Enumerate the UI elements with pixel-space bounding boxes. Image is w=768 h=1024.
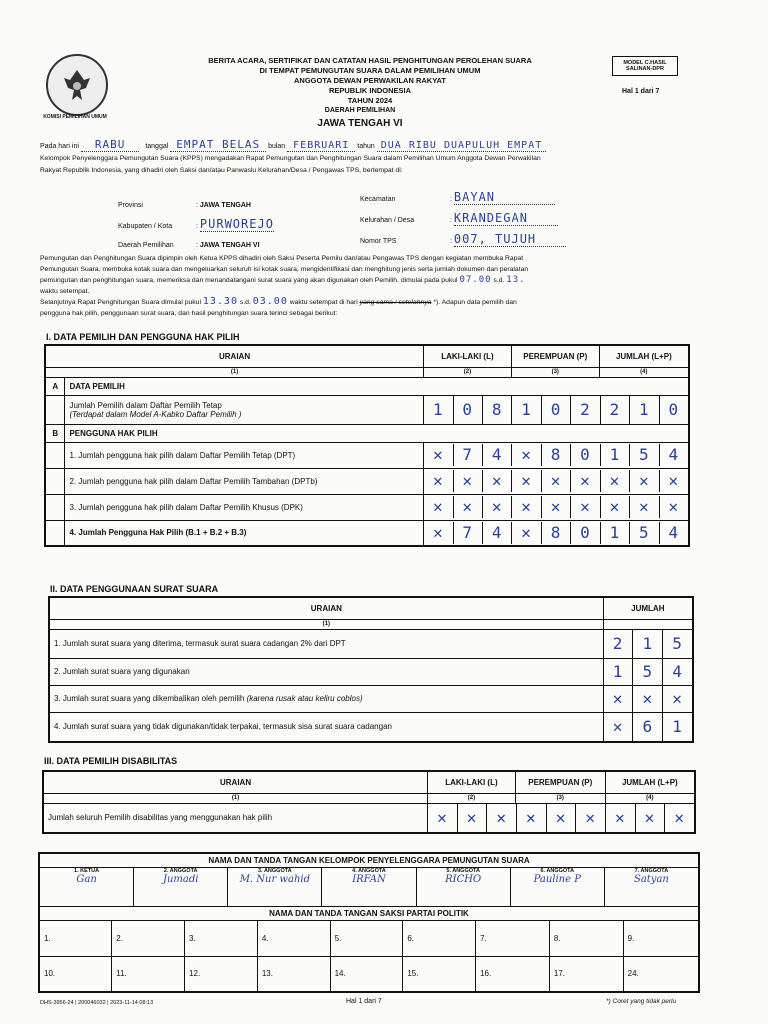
kpps-signature: M. Nur wahid [239,873,310,885]
kabupaten-label: Kabupaten / Kota [118,223,173,230]
s2-r1-values [603,629,693,658]
procedure-line-5b: waktu setempat di hari [289,299,358,306]
procedure-line-5c: yang sama / setelahnya [359,299,432,306]
s3-col-uraian: URAIAN [43,771,428,793]
s1-b1-label: 1. Jumlah pengguna hak pilih dalam Daftar Pemilih Tetap (DPT) [65,442,424,468]
procedure-line-6: pengguna hak pilih, penggunaan surat suara, dan hasil penghitungan suara terinci sebagai berikut: [40,309,338,317]
s3-digit: ✕ [606,804,636,832]
kabupaten-value: PURWOREJO [199,217,274,231]
opening-line-3: Rakyat Republik Indonesia, yang dihadiri oleh Saksi dan/atau Panwaslu Kelurahan/Desa / Pengawas TPS, bertempat di: [40,167,403,174]
document-title: BERITA ACARA, SERTIFIKAT DAN CATATAN HASIL PENGHITUNGAN PEROLEHAN SUARA DI TEMPAT PEMUNGUTAN SUARA DALAM PEMILIHAN UMUM ANGGOTA DEWAN PERWAKILAN RAKYAT REPUBLIK INDONESIA TAHUN 2024 [208,56,532,105]
b1-digit: 5 [630,444,659,466]
s1-col-lp: JUMLAH (L+P) [599,345,689,367]
b4-digit: ✕ [512,522,541,544]
bulan-label: bulan [268,143,286,150]
kpps-cell: 4. ANGGOTA IRFAN [322,868,416,906]
b2-digit: ✕ [424,470,453,492]
saksi-cell: 14. [330,956,403,992]
kpps-cell: 2. ANGGOTA Jumadi [134,868,228,906]
saksi-cell: 1. [39,920,112,956]
saksi-cell: 6. [403,920,476,956]
s3-num-4: (4) [605,793,695,803]
section-3-table [42,770,696,834]
b2-digit: ✕ [571,470,600,492]
b3-digit: ✕ [601,496,630,518]
kpps-signature: IRFAN [352,873,386,885]
a-digit: 1 [630,396,659,424]
s1-b4-values [424,520,689,546]
saksi-cell: 12. [185,956,258,992]
procedure-line-5 [40,297,700,309]
dapil-label: DAERAH PEMILIHAN [324,107,396,114]
section-2-table [48,596,694,743]
s1-b-letter: B [45,424,65,442]
s2-digit: 1 [633,630,663,658]
b3-digit: ✕ [512,496,541,518]
saksi-cell: 11. [112,956,185,992]
s3-r1-label: Jumlah seluruh Pemilih disabilitas yang menggunakan hak pilih [43,803,428,833]
procedure-line-5a: Selanjutnya Rapat Penghitungan Suara dimulai pukul [40,299,201,306]
b3-digit: ✕ [571,496,600,518]
s2-digit: 2 [604,630,634,658]
procedure-line-3-text: pemungutan dan penghitungan suara, memeriksa dan menandatangani surat suara yang akan digunakan oleh Pemilih, dimulai pada pukul [40,277,458,284]
opening-line-2: Kelompok Penyelenggara Pemungutan Suara (KPPS) mengadakan Rapat Pemungutan dan Penghitungan Suara dalam Pemilihan Umum Anggota Dewan Perwakilan [40,155,541,162]
hari-value: RABU [81,138,140,152]
dapil-title: JAWA TENGAH VI [317,118,403,129]
a-digit: 2 [601,396,630,424]
s1-num-4: (4) [599,367,689,377]
procedure-line-1: Pemungutan dan Penghitungan Suara dipimpin oleh Ketua KPPS dihadiri oleh Saksi Peserta Pemilu dan/atau Pengawas TPS dengan kegiatan membuka Rapat [40,255,524,262]
s1-num-3: (3) [511,367,599,377]
procedure-line-3 [40,275,700,287]
s2-r2-label: 2. Jumlah surat suara yang digunakan [49,658,603,685]
sd-label-1: s.d. [493,277,505,284]
s1-a-letter: A [45,377,65,395]
kpps-title: NAMA DAN TANDA TANGAN KELOMPOK PENYELENGGARA PEMUNGUTAN SUARA [39,853,699,867]
footer-right: *) Coret yang tidak perlu [606,998,677,1005]
section-2-title: II. DATA PENGGUNAAN SURAT SUARA [50,584,219,594]
s3-digit: ✕ [636,804,666,832]
saksi-cell: 2. [112,920,185,956]
b1-digit: 7 [454,444,483,466]
section-3-title: III. DATA PEMILIH DISABILITAS [44,756,178,766]
kpps-cell: 5. ANGGOTA RICHO [417,868,511,906]
b3-digit: ✕ [424,496,453,518]
s3-digit: ✕ [458,804,488,832]
s2-r4-values [603,712,693,742]
saksi-cell: 5. [330,920,403,956]
s2-r2-values [603,658,693,685]
b4-digit: 7 [454,522,483,544]
kpps-signature: Satyan [633,873,669,885]
s3-col-l: LAKI-LAKI (L) [428,771,516,793]
s3-digit: ✕ [576,804,606,832]
s2-digit: 5 [633,659,663,685]
s3-r1-values [428,803,695,833]
kelurahan-label: Kelurahan / Desa [360,217,415,224]
s2-digit: 6 [633,713,663,741]
b4-digit: 1 [601,522,630,544]
s2-r1-label: 1. Jumlah surat suara yang diterima, termasuk surat suara cadangan 2% dari DPT [49,629,603,658]
s1-num-1: (1) [45,367,424,377]
s1-num-2: (2) [424,367,512,377]
tahun-value: DUA RIBU DUAPULUH EMPAT [377,140,546,152]
s2-col-uraian: URAIAN [49,597,603,619]
b4-digit: 4 [668,522,680,542]
saksi-title: NAMA DAN TANDA TANGAN SAKSI PARTAI POLITIK [39,906,699,920]
a-digit: 1 [424,396,453,424]
end-time-1: 13. [506,275,526,285]
s3-num-2: (2) [428,793,516,803]
s1-b-title: PENGGUNA HAK PILIH [65,424,689,442]
b1-digit: 8 [542,444,571,466]
saksi-cell: 13. [257,956,330,992]
s1-b3-label: 3. Jumlah pengguna hak pilih dalam Daftar Pemilih Khusus (DPK) [65,494,424,520]
kpps-signature: Jumadi [162,873,199,885]
end-time-2: 03.00 [252,296,288,307]
provinsi-value: JAWA TENGAH [199,202,251,209]
tanggal-label: tanggal [145,143,169,150]
kelurahan-value: KRANDEGAN [454,211,558,226]
s1-col-l: LAKI-LAKI (L) [424,345,512,367]
garuda-emblem-icon [48,56,106,114]
s2-num-1: (1) [49,619,603,629]
a-digit: 0 [454,396,483,424]
kpps-cell: 7. ANGGOTA Satyan [605,868,698,906]
tps-label: Nomor TPS [360,238,397,245]
s1-b1-values [424,442,689,468]
b4-digit: 5 [630,522,659,544]
s1-b4-label: 4. Jumlah Pengguna Hak Pilih (B.1 + B.2 + B.3) [65,520,424,546]
procedure-line-5d: *). Adapun data pemilih dan [433,299,517,306]
kpps-cell: 6. ANGGOTA Pauline P [511,868,605,906]
s1-a-title: DATA PEMILIH [65,377,689,395]
procedure-line-4: waktu setempat. [40,287,90,295]
kpps-cell: 3. ANGGOTA M. Nur wahid [228,868,322,906]
saksi-cell: 16. [476,956,550,992]
s2-r4-label: 4. Jumlah surat suara yang tidak digunakan/tidak terpakai, termasuk sisa surat suara cadangan [49,712,603,742]
procedure-text [40,254,700,319]
s3-digit: ✕ [674,807,685,827]
s1-b2-label: 2. Jumlah pengguna hak pilih dalam Daftar Pemilih Tambahan (DPTb) [65,468,424,494]
kecamatan-label: Kecamatan [360,196,396,203]
b1-digit: ✕ [512,444,541,466]
saksi-cell: 17. [549,956,623,992]
a-digit: 1 [512,396,541,424]
a-digit: 8 [483,396,512,424]
s1-a-row-values [424,395,689,424]
b2-digit: ✕ [483,470,512,492]
saksi-cell: 7. [476,920,550,956]
kpu-logo [46,54,108,116]
signature-table [38,852,700,993]
b4-digit: 0 [571,522,600,544]
b1-digit: 4 [483,444,512,466]
section-1-table [44,344,690,547]
saksi-cell: 4. [257,920,330,956]
page-number: Hal 1 dari 7 [622,88,660,95]
saksi-cell: 9. [623,920,699,956]
dapil-value: JAWA TENGAH VI [199,242,260,249]
section-1-title: I. DATA PEMILIH DAN PENGGUNA HAK PILIH [46,332,240,342]
kecamatan-value: BAYAN [454,190,555,205]
s2-digit: 1 [672,716,683,736]
start-time-1: 07.00 [459,275,492,285]
s3-col-lp: JUMLAH (L+P) [605,771,695,793]
location-left: Provinsi : JAWA TENGAH Kabupaten / Kota : PURWOREJO Daerah Pemilihan : JAWA TENGAH VI [118,196,274,255]
kpps-signature-row [39,867,699,906]
b1-digit: ✕ [424,444,453,466]
model-box: MODEL C.HASIL SALINAN-DPR [612,56,678,76]
b4-digit: ✕ [424,522,453,544]
saksi-cell: 15. [403,956,476,992]
s1-a-row-label: Jumlah Pemilih dalam Daftar Pemilih Tetap (Terdapat dalam Model A-Kabko Daftar Pemilih ) [65,395,424,424]
saksi-cell: 8. [549,920,623,956]
s3-digit: ✕ [428,804,458,832]
b4-digit: 4 [483,522,512,544]
s2-digit: ✕ [604,713,634,741]
s3-digit: ✕ [487,804,517,832]
s2-digit: 1 [604,659,634,685]
b4-digit: 8 [542,522,571,544]
hari-label: Pada hari ini [40,143,79,150]
procedure-line-2: Pemungutan Suara, membuka kotak suara dan mengeluarkan seluruh isi kotak suara, mengidentifikasi dan menghitung jenis serta jumlah dokumen dan peralatan [40,265,529,273]
tahun-label: tahun [357,143,375,150]
s1-col-uraian: URAIAN [45,345,424,367]
a-digit: 0 [542,396,571,424]
kpps-signature: RICHO [445,873,482,885]
start-time-2: 13.30 [202,296,238,307]
b2-digit: ✕ [542,470,571,492]
s2-digit: ✕ [672,688,683,708]
b3-digit: ✕ [668,497,680,516]
s3-col-p: PEREMPUAN (P) [515,771,605,793]
s2-digit: 4 [672,661,683,681]
kpps-cell: 1. KETUA Gan [40,868,134,906]
b1-digit: 1 [601,444,630,466]
b2-digit: ✕ [601,470,630,492]
saksi-row-2 [39,956,699,992]
tps-value: 007, TUJUH [454,232,566,247]
b3-digit: ✕ [542,496,571,518]
b3-digit: ✕ [483,496,512,518]
kpps-signature: Gan [76,873,97,885]
s1-b3-values [424,494,689,520]
s2-digit: ✕ [604,686,634,712]
s1-col-p: PEREMPUAN (P) [511,345,599,367]
saksi-cell: 3. [185,920,258,956]
tanggal-value: EMPAT BELAS [170,138,266,152]
s3-digit: ✕ [547,804,577,832]
s2-r3-values [603,685,693,712]
sd-label-2: s.d. [239,299,251,306]
location-right: Kecamatan : BAYAN Kelurahan / Desa : KRANDEGAN Nomor TPS : 007, TUJUH [360,188,566,251]
saksi-row-1 [39,920,699,956]
s2-digit: ✕ [633,686,663,712]
s1-b2-values [424,468,689,494]
s2-col-jumlah: JUMLAH [603,597,693,619]
a-digit: 2 [571,396,600,424]
s3-num-1: (1) [43,793,428,803]
saksi-cell: 10. [39,956,112,992]
b3-digit: ✕ [454,496,483,518]
b2-digit: ✕ [454,470,483,492]
bulan-value: FEBRUARI [287,140,355,152]
footer-left: DHS-3956-24 | 200046032 | 2023-11-14 08:13 [40,1000,154,1006]
b2-digit: ✕ [630,470,659,492]
s2-r3-label: 3. Jumlah surat suara yang dikembalikan oleh pemilih (karena rusak atau keliru coblos) [49,685,603,712]
b3-digit: ✕ [630,496,659,518]
saksi-cell: 24. [623,956,699,992]
s3-num-3: (3) [515,793,605,803]
s2-digit: 5 [672,633,683,653]
logo-caption: KOMISI PEMILIHAN UMUM [43,114,107,120]
provinsi-label: Provinsi [118,202,143,209]
b2-digit: ✕ [668,471,680,490]
b1-digit: 4 [668,445,680,464]
a-digit: 0 [668,399,680,419]
b2-digit: ✕ [512,470,541,492]
kpps-signature: Pauline P [533,873,581,885]
opening-line [40,138,690,151]
s3-digit: ✕ [517,804,547,832]
b1-digit: 0 [571,444,600,466]
dapil-label-2: Daerah Pemilihan [118,242,174,249]
footer-center: Hal 1 dari 7 [346,998,382,1005]
